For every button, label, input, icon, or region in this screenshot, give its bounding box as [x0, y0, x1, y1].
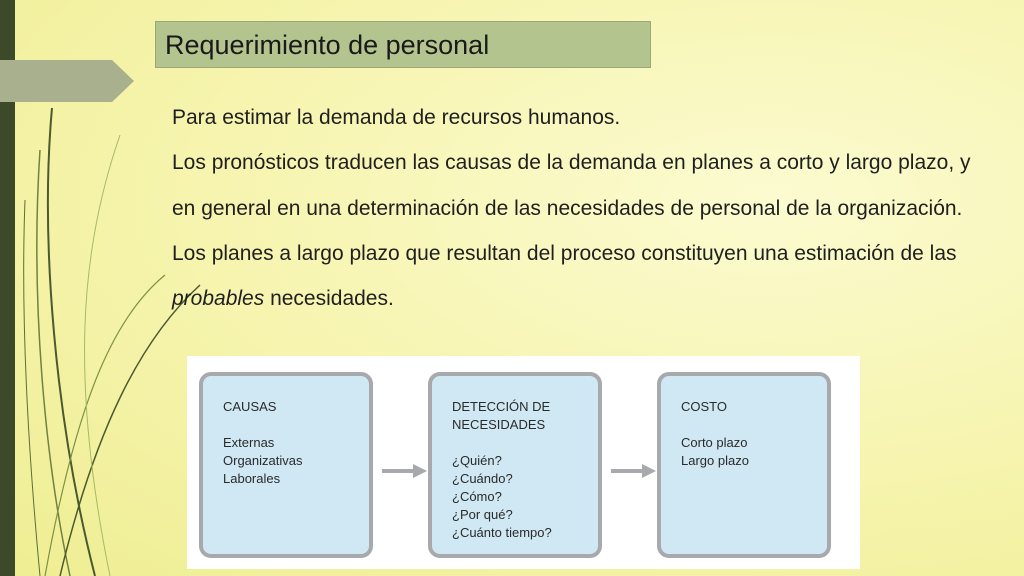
costo-heading: COSTO: [681, 399, 727, 414]
title-box: [155, 21, 651, 68]
deteccion-heading-line-2: NECESIDADES: [452, 417, 546, 432]
deteccion-heading-line-1: DETECCIÓN DE: [452, 399, 551, 414]
arrow-right-icon: [382, 464, 427, 478]
deteccion-item: ¿Cuánto tiempo?: [452, 525, 552, 540]
deteccion-item: ¿Por qué?: [452, 507, 513, 522]
causas-box: [199, 372, 373, 558]
paragraph-3-end: necesidades.: [264, 287, 394, 311]
deteccion-box: [428, 372, 602, 558]
body-text: [172, 95, 992, 321]
deteccion-item: ¿Cuándo?: [452, 471, 513, 486]
title-tab-arrow: [0, 60, 134, 102]
causas-list: [223, 434, 359, 488]
paragraph-3: [172, 231, 992, 322]
causas-heading: CAUSAS: [223, 399, 277, 414]
slide-title: Requerimiento de personal: [165, 30, 490, 60]
paragraph-2: Los pronósticos traducen las causas de la demanda en planes a corto y largo plazo, y en general en una determinación de las necesidades de personal de la organización.: [172, 151, 971, 220]
causas-item: Organizativas: [223, 453, 303, 468]
process-diagram: [187, 356, 860, 569]
causas-item: Laborales: [223, 471, 281, 486]
arrow-right-icon: [611, 464, 656, 478]
causas-item: Externas: [223, 435, 275, 450]
costo-box: [657, 372, 831, 558]
deteccion-item: ¿Quién?: [452, 453, 502, 468]
costo-list: [681, 434, 817, 470]
paragraph-3-emphasis: probables: [172, 287, 265, 311]
costo-item: Corto plazo: [681, 435, 748, 450]
costo-item: Largo plazo: [681, 453, 749, 468]
deteccion-item: ¿Cómo?: [452, 489, 502, 504]
paragraph-1: Para estimar la demanda de recursos humanos.: [172, 106, 621, 129]
paragraph-3-start: Los planes a largo plazo que resultan del proceso constituyen una estimación de las: [172, 241, 957, 265]
deteccion-list: [452, 452, 588, 542]
